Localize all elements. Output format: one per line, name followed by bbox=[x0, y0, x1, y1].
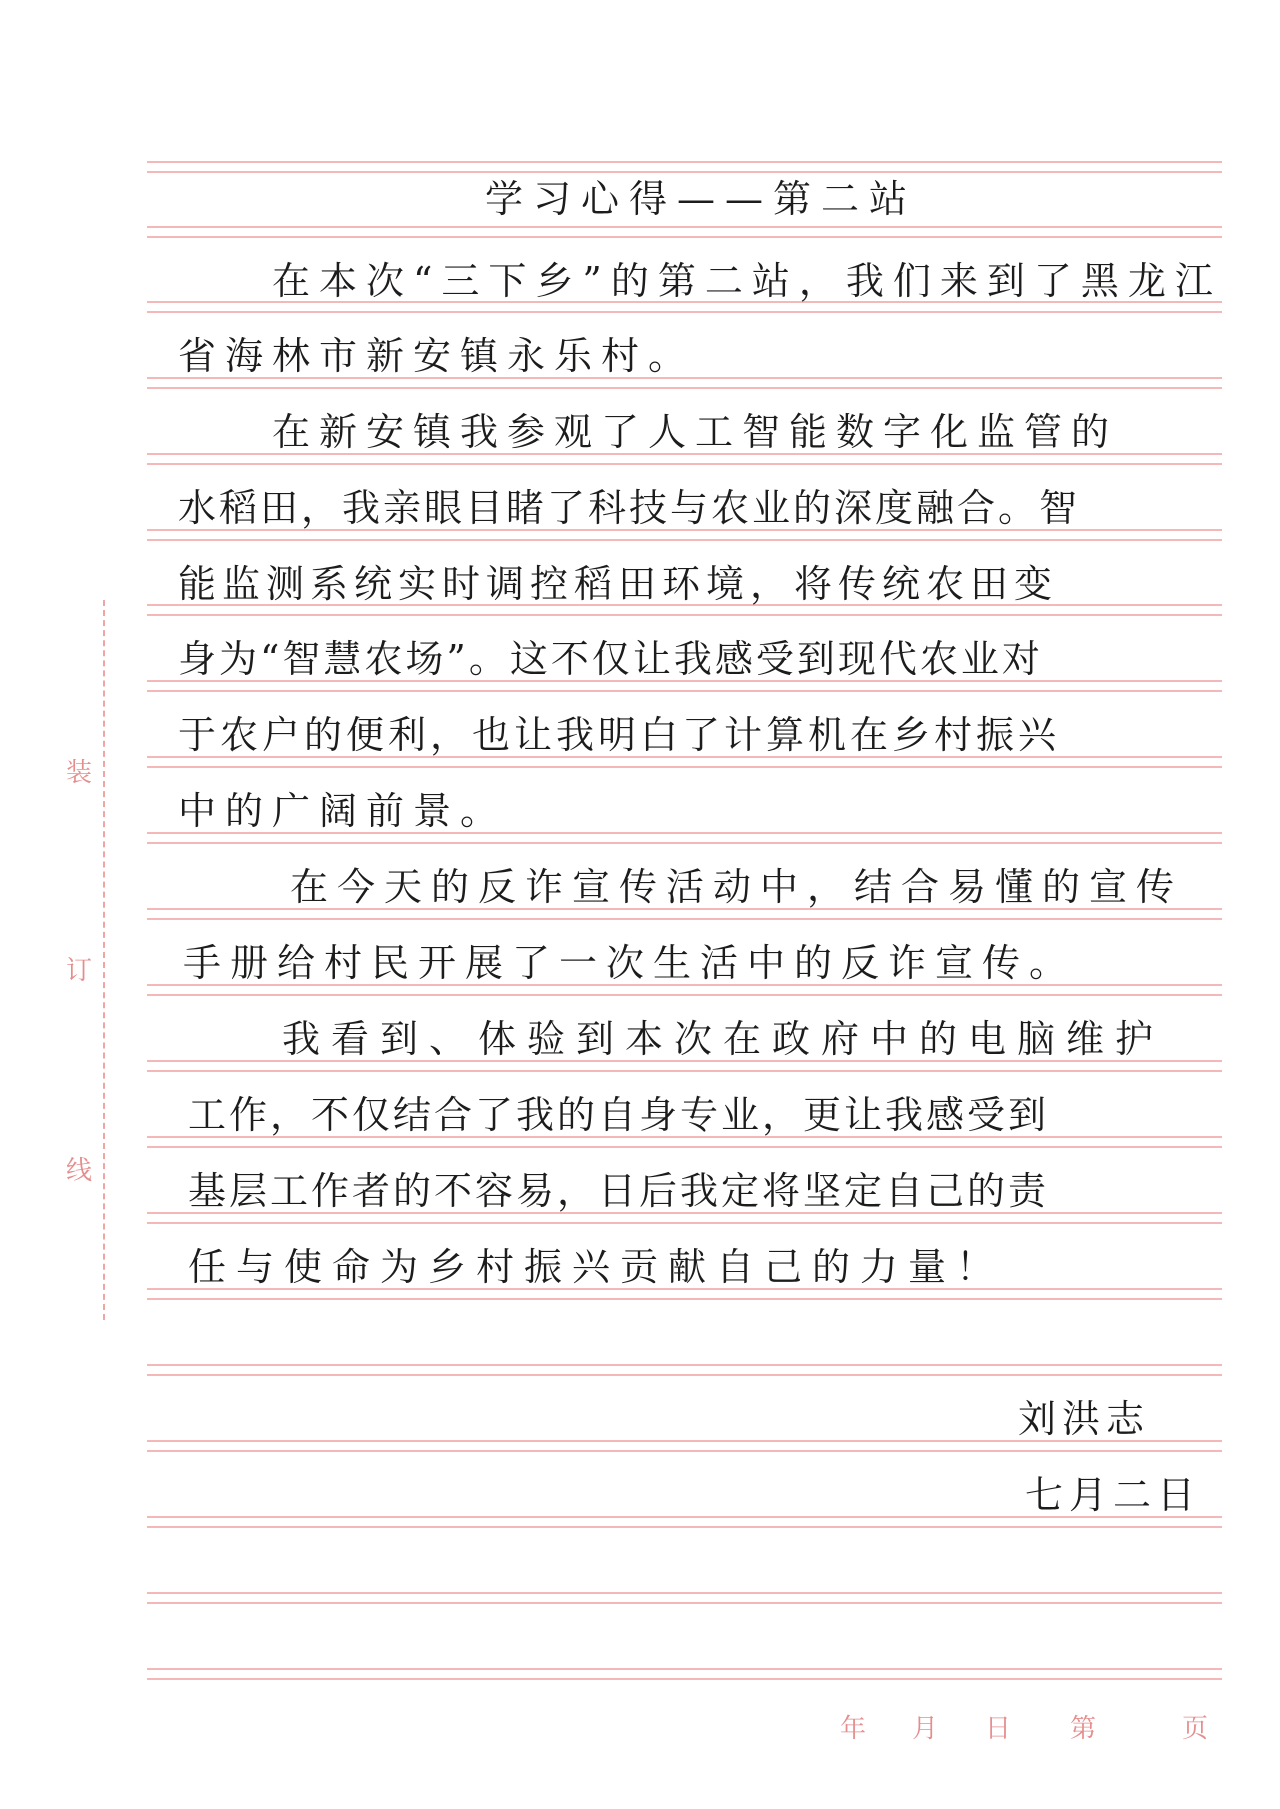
text-line: 我看到、体验到本次在政府中的电脑维护 bbox=[282, 1017, 1165, 1061]
binding-cut-line bbox=[103, 600, 105, 1320]
footer-month-label: 月 bbox=[912, 1714, 939, 1744]
signature-name: 刘洪志 bbox=[1018, 1397, 1151, 1441]
page-title: 学习心得——第二站 bbox=[485, 177, 918, 221]
margin-mark-xian: 线 bbox=[66, 1156, 93, 1186]
text-line: 身为“智慧农场”。这不仅让我感受到现代农业对 bbox=[178, 637, 1043, 681]
text-line: 能监测系统实时调控稻田环境，将传统农田变 bbox=[178, 562, 1059, 606]
footer-day-label: 日 bbox=[985, 1714, 1012, 1744]
text-line: 工作，不仅结合了我的自身专业，更让我感受到 bbox=[188, 1093, 1050, 1137]
margin-mark-ding: 订 bbox=[66, 956, 93, 986]
text-line: 在新安镇我参观了人工智能数字化监管的 bbox=[272, 410, 1119, 454]
text-line: 中的广阔前景。 bbox=[178, 789, 508, 833]
text-line: 基层工作者的不容易，日后我定将坚定自己的责 bbox=[188, 1169, 1050, 1213]
footer-year-label: 年 bbox=[840, 1714, 867, 1744]
footer-page-label: 页 bbox=[1182, 1714, 1209, 1744]
text-line: 在本次“三下乡”的第二站，我们来到了黑龙江 bbox=[272, 259, 1222, 303]
footer-number-prefix: 第 bbox=[1070, 1714, 1097, 1744]
text-line: 手册给村民开展了一次生活中的反诈宣传。 bbox=[183, 941, 1077, 985]
text-line: 在今天的反诈宣传活动中，结合易懂的宣传 bbox=[290, 865, 1184, 909]
text-line: 水稻田，我亲眼目睹了科技与农业的深度融合。智 bbox=[178, 486, 1081, 530]
text-line: 省海林市新安镇永乐村。 bbox=[178, 334, 696, 378]
signature-date: 七月二日 bbox=[1025, 1473, 1202, 1517]
text-line: 于农户的便利，也让我明白了计算机在乡村振兴 bbox=[178, 713, 1061, 757]
margin-mark-zhuang: 装 bbox=[66, 758, 93, 788]
text-line: 任与使命为乡村振兴贡献自己的力量！ bbox=[188, 1245, 1005, 1289]
